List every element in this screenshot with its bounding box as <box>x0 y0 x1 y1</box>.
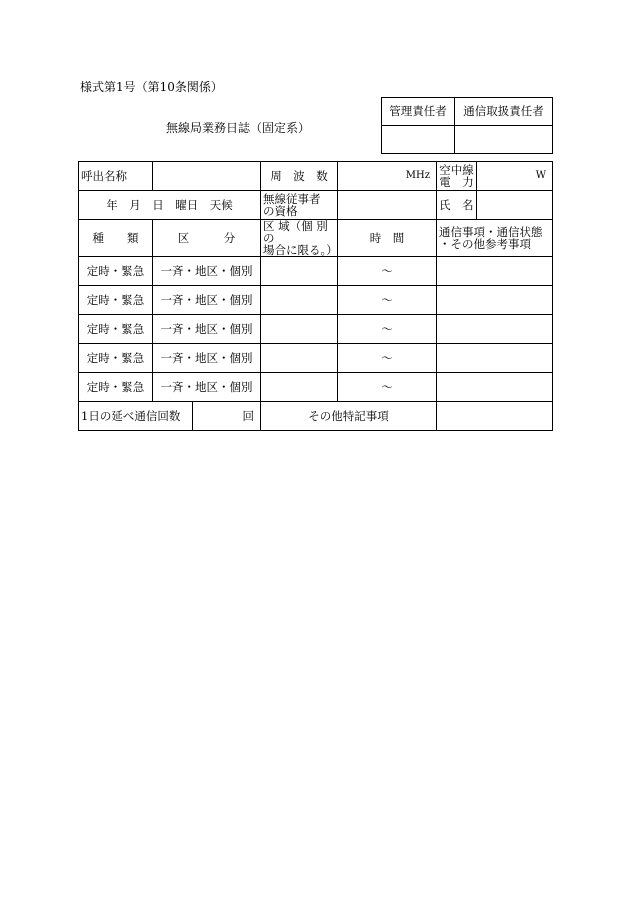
category-header: 区 分 <box>153 220 261 257</box>
area-cell[interactable] <box>261 315 338 344</box>
area-header <box>261 220 338 257</box>
footer-row <box>79 402 553 431</box>
daily-count-label: 1日の延べ通信回数 <box>79 402 193 431</box>
call-sign-label: 呼出名称 <box>79 162 153 191</box>
comm-manager-label: 通信取扱責任者 <box>455 98 553 126</box>
responsibility-table <box>381 97 553 154</box>
other-notes-value[interactable] <box>437 402 553 431</box>
type-cell[interactable]: 定時・緊急 <box>79 373 153 402</box>
log-row <box>79 315 553 344</box>
category-cell[interactable]: 一斉・地区・個別 <box>153 286 261 315</box>
time-header: 時 間 <box>338 220 437 257</box>
area-cell[interactable] <box>261 286 338 315</box>
log-row <box>79 344 553 373</box>
power-value[interactable] <box>477 162 553 191</box>
form-number: 様式第1号（第10条関係） <box>80 80 223 94</box>
notes-cell[interactable] <box>437 286 553 315</box>
type-cell[interactable]: 定時・緊急 <box>79 344 153 373</box>
type-header: 種 類 <box>79 220 153 257</box>
date-weather-field[interactable]: 年 月 日 曜日 天候 <box>79 191 261 220</box>
daily-count-value[interactable] <box>193 402 261 431</box>
category-cell[interactable]: 一斉・地区・個別 <box>153 257 261 286</box>
notes-cell[interactable] <box>437 373 553 402</box>
count-unit: 回 <box>242 409 254 424</box>
category-cell[interactable]: 一斉・地区・個別 <box>153 344 261 373</box>
area-cell[interactable] <box>261 257 338 286</box>
category-cell[interactable]: 一斉・地区・個別 <box>153 373 261 402</box>
column-header-row <box>79 220 553 257</box>
power-label <box>437 162 477 191</box>
name-value[interactable] <box>477 191 553 220</box>
time-cell[interactable]: ～ <box>338 286 437 315</box>
area-cell[interactable] <box>261 344 338 373</box>
power-unit: W <box>535 169 546 181</box>
operator-qualification-value[interactable] <box>338 191 437 220</box>
frequency-unit: MHz <box>405 169 430 181</box>
log-table <box>78 161 553 431</box>
operator-label-line2: の資格 <box>263 204 298 218</box>
notes-cell[interactable] <box>437 344 553 373</box>
notes-cell[interactable] <box>437 315 553 344</box>
log-row <box>79 286 553 315</box>
manager-stamp-cell[interactable] <box>382 126 455 154</box>
notes-header-line2: ・その他参考事項 <box>439 237 531 252</box>
operator-label-line1: 無線従事者 <box>263 191 321 206</box>
area-header-line1: 区 域（個 別の <box>263 219 328 246</box>
notes-cell[interactable] <box>437 257 553 286</box>
type-cell[interactable]: 定時・緊急 <box>79 257 153 286</box>
type-cell[interactable]: 定時・緊急 <box>79 315 153 344</box>
frequency-label: 周 波 数 <box>261 162 338 191</box>
area-header-line2: 場合に限る。） <box>263 243 338 258</box>
log-row <box>79 373 553 402</box>
notes-header <box>437 220 553 257</box>
time-cell[interactable]: ～ <box>338 315 437 344</box>
notes-header-line1: 通信事項・通信状態 <box>439 225 543 240</box>
frequency-value[interactable] <box>338 162 437 191</box>
log-row <box>79 257 553 286</box>
category-cell[interactable]: 一斉・地区・個別 <box>153 315 261 344</box>
document-title: 無線局業務日誌（固定系） <box>166 121 311 135</box>
operator-qualification-label <box>261 191 338 220</box>
comm-manager-stamp-cell[interactable] <box>455 126 553 154</box>
time-cell[interactable]: ～ <box>338 373 437 402</box>
time-cell[interactable]: ～ <box>338 257 437 286</box>
power-label-line1: 空中線 <box>439 162 474 177</box>
header-row-2 <box>79 191 553 220</box>
type-cell[interactable]: 定時・緊急 <box>79 286 153 315</box>
power-label-line2: 電 力 <box>439 175 474 189</box>
time-cell[interactable]: ～ <box>338 344 437 373</box>
call-sign-value[interactable] <box>153 162 261 191</box>
name-label: 氏 名 <box>437 191 477 220</box>
area-cell[interactable] <box>261 373 338 402</box>
header-row-1 <box>79 162 553 191</box>
manager-label: 管理責任者 <box>382 98 455 126</box>
other-notes-label: その他特記事項 <box>261 402 437 431</box>
